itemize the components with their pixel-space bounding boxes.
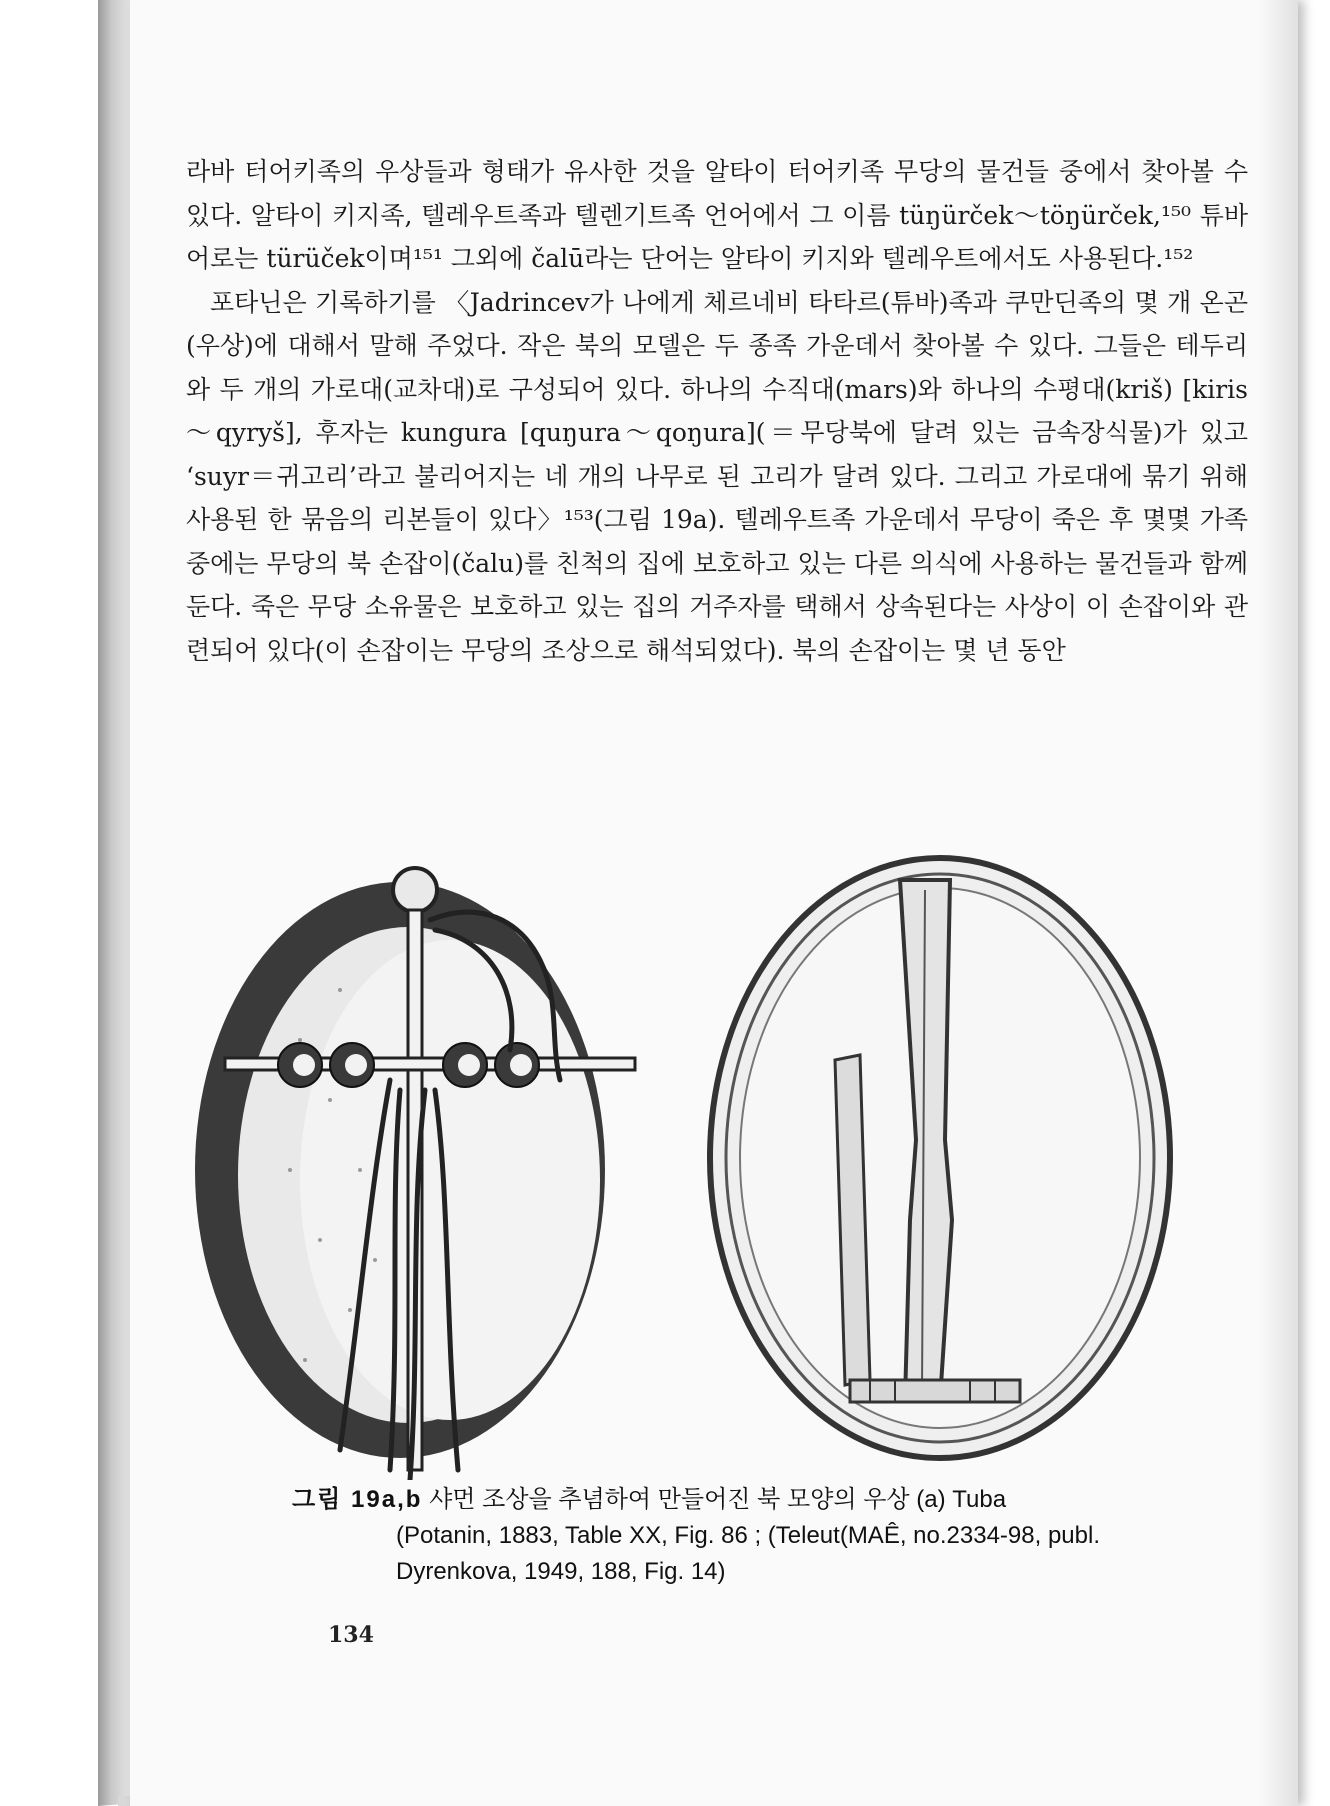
caption-line3: Dyrenkova, 1949, 188, Fig. 14)	[396, 1558, 726, 1585]
caption-title: 샤먼 조상을 추념하여 만들어진 북 모양의 우상	[429, 1486, 910, 1513]
figure-drum-idols	[90, 840, 1210, 1480]
drum-a-illustration	[195, 868, 635, 1480]
page-gutter-shade	[1258, 0, 1298, 1806]
page-number: 134	[328, 1622, 374, 1648]
figure-caption	[292, 1482, 1242, 1590]
caption-label: 그림 19a,b	[292, 1486, 423, 1513]
paragraph-2: 포타닌은 기록하기를 〈Jadrincev가 나에게 체르네비 타타르(튜바)족과 쿠만딘족의 몇 개 온곤(우상)에 대해서 말해 주었다. 작은 북의 모델은 두 종족 가운데서 찾아볼 수 있다. 그들은 테두리와 두 개의 가로대(교차대)로 구성되어 있다. 하나의 수직대(mars)와 하나의 수평대(kriš) [kiris～qyryš], 후자는 kungura [quŋura～qoŋura](＝무당북에 달려 있는 금속장식물)가 있고 ‘suyr＝귀고리’라고 불리어지는 네 개의 나무로 된 고리가 달려 있다. 그리고 가로대에 묶기 위해 사용된 한 묶음의 리본들이 있다〉¹⁵³(그림 19a). 텔레우트족 가운데서 무당이 죽은 후 몇몇 가족 중에는 무당의 북 손잡이(čalu)를 친척의 집에 보호하고 있는 다른 의식에 사용하는 물건들과 함께 둔다. 죽은 무당 소유물은 보호하고 있는 집의 거주자를 택해서 상속된다는 사상이 이 손잡이와 관련되어 있다(이 손잡이는 무당의 조상으로 해석되었다). 북의 손잡이는 몇 년 동안	[186, 287, 1248, 665]
drum-b-illustration	[710, 858, 1170, 1458]
caption-line1-rest: (a) Tuba	[916, 1486, 1007, 1513]
body-text	[186, 150, 1248, 672]
caption-line2: (Potanin, 1883, Table XX, Fig. 86 ; (Teleut(MAÊ, no.2334-98, publ.	[396, 1522, 1100, 1549]
paragraph-1: 라바 터어키족의 우상들과 형태가 유사한 것을 알타이 터어키족 무당의 물건들 중에서 찾아볼 수 있다. 알타이 키지족, 텔레우트족과 텔렌기트족 언어에서 그 이름 tüŋürček～töŋürček,¹⁵⁰ 튜바어로는 türüček이며¹⁵¹ 그외에 čalū라는 단어는 알타이 키지와 텔레우트에서도 사용된다.¹⁵²	[186, 157, 1248, 273]
